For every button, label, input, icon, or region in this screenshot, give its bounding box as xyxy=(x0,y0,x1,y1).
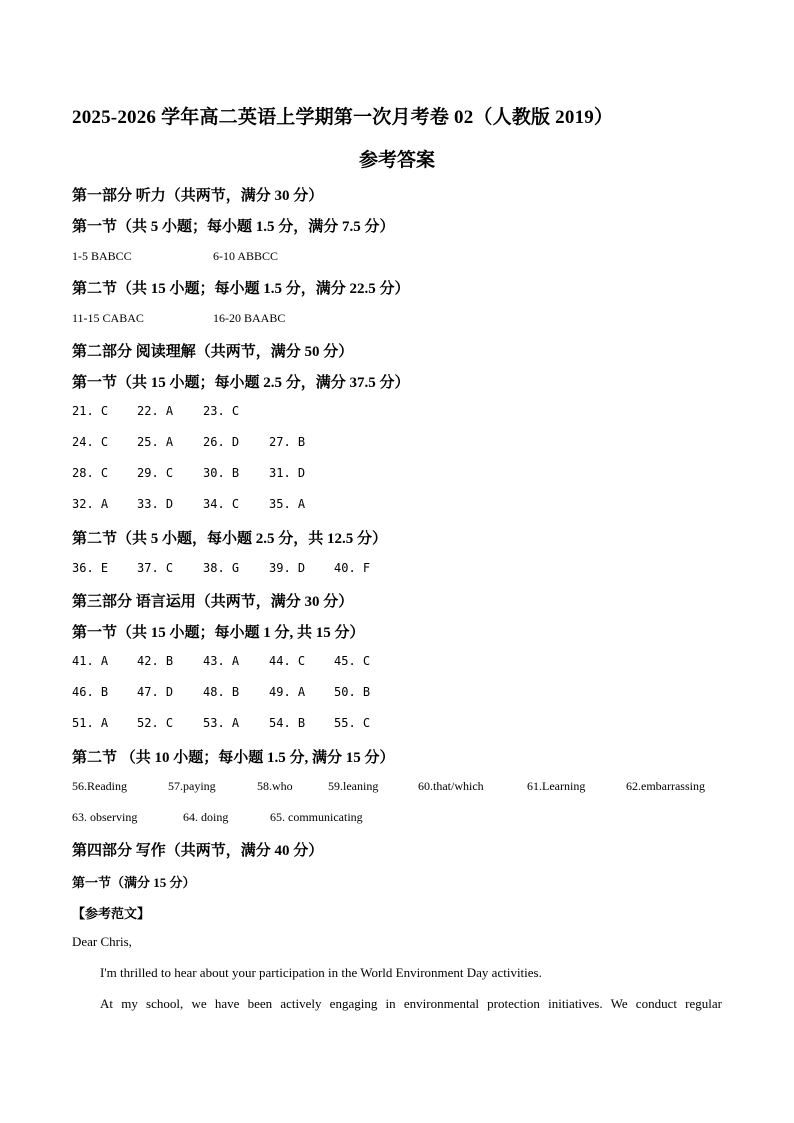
part4-heading: 第四部分 写作（共两节，满分 40 分） xyxy=(72,843,324,859)
answer-item: 21. C xyxy=(72,404,109,418)
answer-item: 63. observing xyxy=(72,810,138,824)
answer-item: 53. A xyxy=(203,716,240,730)
part2-heading: 第二部分 阅读理解（共两节，满分 50 分） xyxy=(72,344,354,360)
answer-item: 38. G xyxy=(203,561,240,575)
answer-item: 59.leaning xyxy=(328,779,379,793)
answer-item: 47. D xyxy=(137,685,174,699)
part3-heading: 第三部分 语言运用（共两节，满分 30 分） xyxy=(72,594,354,610)
part1-heading: 第一部分 听力（共两节，满分 30 分） xyxy=(72,188,324,204)
answer-group: 11-15 CABAC xyxy=(72,311,144,325)
answer-group: 1-5 BABCC xyxy=(72,249,132,263)
answer-item: 42. B xyxy=(137,654,174,668)
answer-item: 25. A xyxy=(137,435,174,449)
answer-item: 32. A xyxy=(72,497,109,511)
answer-item: 36. E xyxy=(72,561,109,575)
answer-item: 30. B xyxy=(203,466,240,480)
answer-item: 49. A xyxy=(269,685,306,699)
answer-item: 31. D xyxy=(269,466,306,480)
answer-item: 50. B xyxy=(334,685,371,699)
answer-item: 62.embarrassing xyxy=(626,779,705,793)
part2-section1-heading: 第一节（共 15 小题；每小题 2.5 分，满分 37.5 分） xyxy=(72,375,410,391)
answer-item: 57.paying xyxy=(168,779,216,793)
answer-item: 26. D xyxy=(203,435,240,449)
answer-item: 65. communicating xyxy=(270,810,363,824)
answer-item: 52. C xyxy=(137,716,174,730)
letter-greeting: Dear Chris, xyxy=(72,934,132,949)
answer-item: 61.Learning xyxy=(527,779,586,793)
answer-item: 28. C xyxy=(72,466,109,480)
part1-section1-heading: 第一节（共 5 小题；每小题 1.5 分，满分 7.5 分） xyxy=(72,219,395,235)
answer-item: 40. F xyxy=(334,561,371,575)
part1-section2-heading: 第二节（共 15 小题；每小题 1.5 分，满分 22.5 分） xyxy=(72,281,410,297)
answer-item: 39. D xyxy=(269,561,306,575)
part3-section1-heading: 第一节（共 15 小题；每小题 1 分, 共 15 分） xyxy=(72,625,365,641)
document-subtitle: 参考答案 xyxy=(358,150,435,171)
answer-group: 6-10 ABBCC xyxy=(213,249,279,263)
answer-item: 41. A xyxy=(72,654,109,668)
answer-item: 24. C xyxy=(72,435,109,449)
answer-item: 55. C xyxy=(334,716,371,730)
answer-item: 58.who xyxy=(257,779,293,793)
answer-item: 22. A xyxy=(137,404,174,418)
letter-paragraph: At my school, we have been actively engaging in environmental protection initiatives. We conduct regular xyxy=(100,996,722,1011)
answer-item: 37. C xyxy=(137,561,174,575)
document-title: 2025-2026 学年高二英语上学期第一次月考卷 02（人教版 2019） xyxy=(72,107,614,128)
part2-section2-heading: 第二节（共 5 小题，每小题 2.5 分，共 12.5 分） xyxy=(72,531,388,547)
part3-section2-heading: 第二节 （共 10 小题；每小题 1.5 分, 满分 15 分） xyxy=(72,750,395,766)
answer-item: 45. C xyxy=(334,654,371,668)
answer-item: 60.that/which xyxy=(418,779,484,793)
answer-item: 51. A xyxy=(72,716,109,730)
answer-item: 64. doing xyxy=(183,810,229,824)
sample-essay-label: 【参考范文】 xyxy=(72,906,151,921)
answer-item: 54. B xyxy=(269,716,306,730)
answer-item: 56.Reading xyxy=(72,779,127,793)
answer-item: 29. C xyxy=(137,466,174,480)
answer-item: 46. B xyxy=(72,685,109,699)
answer-item: 34. C xyxy=(203,497,240,511)
part4-section1-heading: 第一节（满分 15 分） xyxy=(72,875,196,890)
answer-item: 48. B xyxy=(203,685,240,699)
answer-item: 23. C xyxy=(203,404,240,418)
answer-item: 35. A xyxy=(269,497,306,511)
answer-item: 33. D xyxy=(137,497,174,511)
answer-item: 43. A xyxy=(203,654,240,668)
letter-paragraph: I'm thrilled to hear about your participation in the World Environment Day activities. xyxy=(100,965,542,980)
answer-item: 44. C xyxy=(269,654,306,668)
answer-group: 16-20 BAABC xyxy=(213,311,286,325)
answer-item: 27. B xyxy=(269,435,306,449)
